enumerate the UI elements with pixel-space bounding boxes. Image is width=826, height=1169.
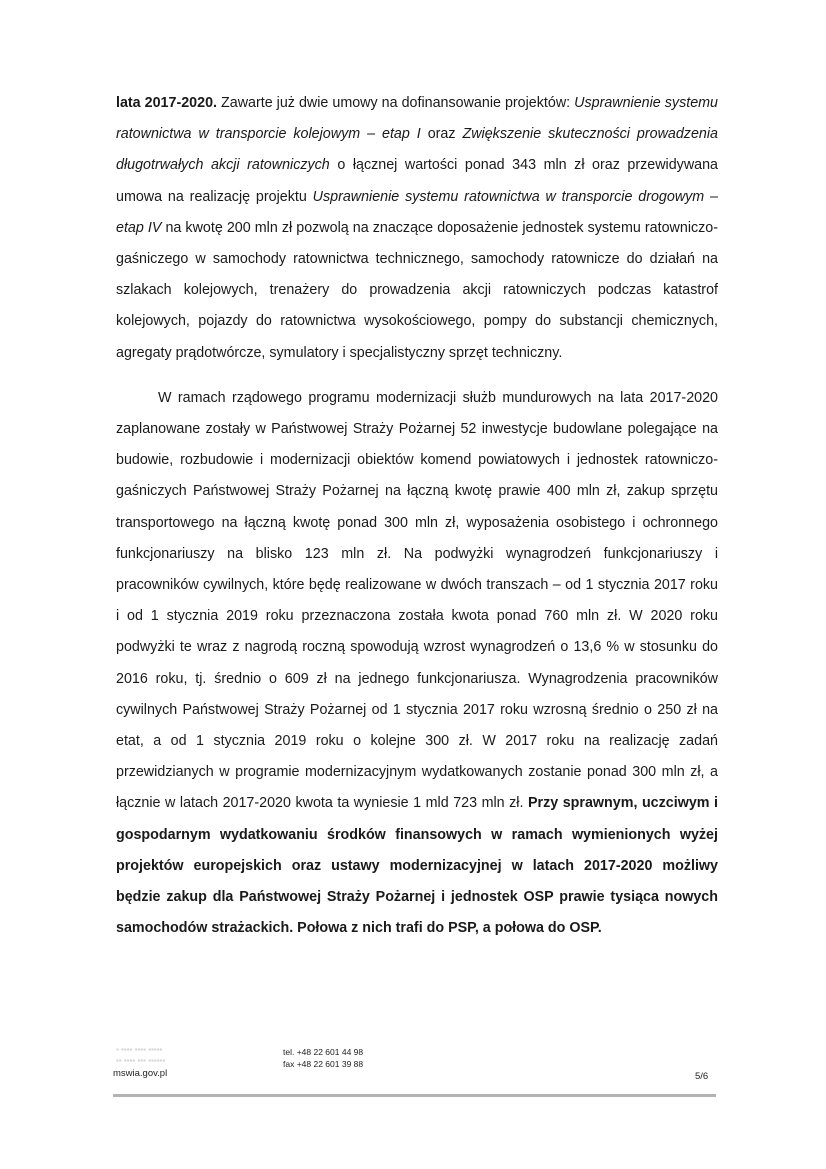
paragraph-2 <box>116 383 718 945</box>
text-run-bold: Przy sprawnym, uczciwym i gospodarnym wydatkowaniu środków finansowych w ramach wymienionych wyżej projektów europejskich oraz ustawy modernizacyjnej w latach 2017-2020 możliwy będzie zakup dla Państwowej Straży Pożarnej i jednostek OSP prawie tysiąca nowych samochodów strażackich. Połowa z nich trafi do PSP, a połowa do OSP. <box>116 795 718 937</box>
text-run-italic: Zwiększenie skuteczności prowadzenia długotrwałych akcji ratowniczych <box>116 126 718 174</box>
fax-number: fax +48 22 601 39 88 <box>283 1059 364 1069</box>
text-run-normal: na kwotę 200 mln zł pozwolą na znaczące doposażenie jednostek systemu ratowniczo-gaśniczego w samochody ratownictwa technicznego, samochody ratownicze do działań na szlakach kolejowych, trenażery do prowadzenia akcji ratowniczych podczas katastrof kolejowych, pojazdy do ratownictwa wysokościowego, pompy do substancji chemicznych, agregaty prądotwórcze, symulatory i specjalistyczny sprzęt techniczny. <box>116 219 719 361</box>
text-run-normal: o łącznej wartości ponad 343 mln zł oraz przewidywana umowa na realizację projektu <box>116 157 719 205</box>
text-run-normal: oraz <box>420 126 463 143</box>
faded-address-block: ▪ ▪▪▪▪ ▪▪▪▪ ▪▪▪▪▪ ▪▪ ▪▪▪▪ ▪▪▪ ▪▪▪▪▪▪ <box>116 1045 166 1065</box>
paragraph-1 <box>116 88 718 369</box>
text-run-bold: lata 2017-2020. <box>116 95 217 111</box>
phone-number: tel. +48 22 601 44 98 <box>283 1047 364 1057</box>
website-link[interactable]: mswia.gov.pl <box>113 1068 168 1079</box>
text-run-normal: W ramach rządowego programu modernizacji służb mundurowych na lata 2017-2020 zaplanowane zostały w Państwowej Straży Pożarnej 52 inwestycje budowlane polegające na budowie, rozbudowie i modernizacji obiektów komend powiatowych i jednostek ratowniczo-gaśniczych Państwowej Straży Pożarnej na łączną kwotę prawie 400 mln zł, zakup sprzętu transportowego na łączną kwotę ponad 300 mln zł, wyposażenia osobistego i ochronnego funkcjonariuszy na blisko 123 mln zł. Na podwyżki wynagrodzeń funkcjonariuszy i pracowników cywilnych, które będę realizowane w dwóch transzach – od 1 stycznia 2017 roku i od 1 stycznia 2019 roku przeznaczona została kwota ponad 760 mln zł. W 2020 roku podwyżki te wraz z nagrodą roczną spowodują wzrost wynagrodzeń o 13,6 % w stosunku do 2016 roku, tj. średnio o 609 zł na jednego funkcjonariusza. Wynagrodzenia pracowników cywilnych Państwowej Straży Pożarnej od 1 stycznia 2017 roku wzrosną średnio o 250 zł na etat, a od 1 stycznia 2019 roku o kolejne 300 zł. W 2017 roku na realizację zadań przewidzianych w programie modernizacyjnym wydatkowanych zostanie ponad 300 mln zł, a łącznie w latach 2017-2020 kwota ta wyniesie 1 mld 723 mln zł. <box>116 389 718 812</box>
footer-divider <box>113 1094 716 1097</box>
text-run-italic: Usprawnienie systemu ratownictwa w transporcie drogowym – etap IV <box>116 188 718 236</box>
document-body <box>116 88 718 944</box>
text-run-normal: Zawarte już dwie umowy na dofinansowanie projektów: <box>217 95 575 111</box>
page-number: 5/6 <box>695 1071 709 1082</box>
contact-block <box>283 1046 363 1070</box>
text-run-italic: Usprawnienie systemu ratownictwa w transporcie kolejowym – etap I <box>116 95 719 143</box>
